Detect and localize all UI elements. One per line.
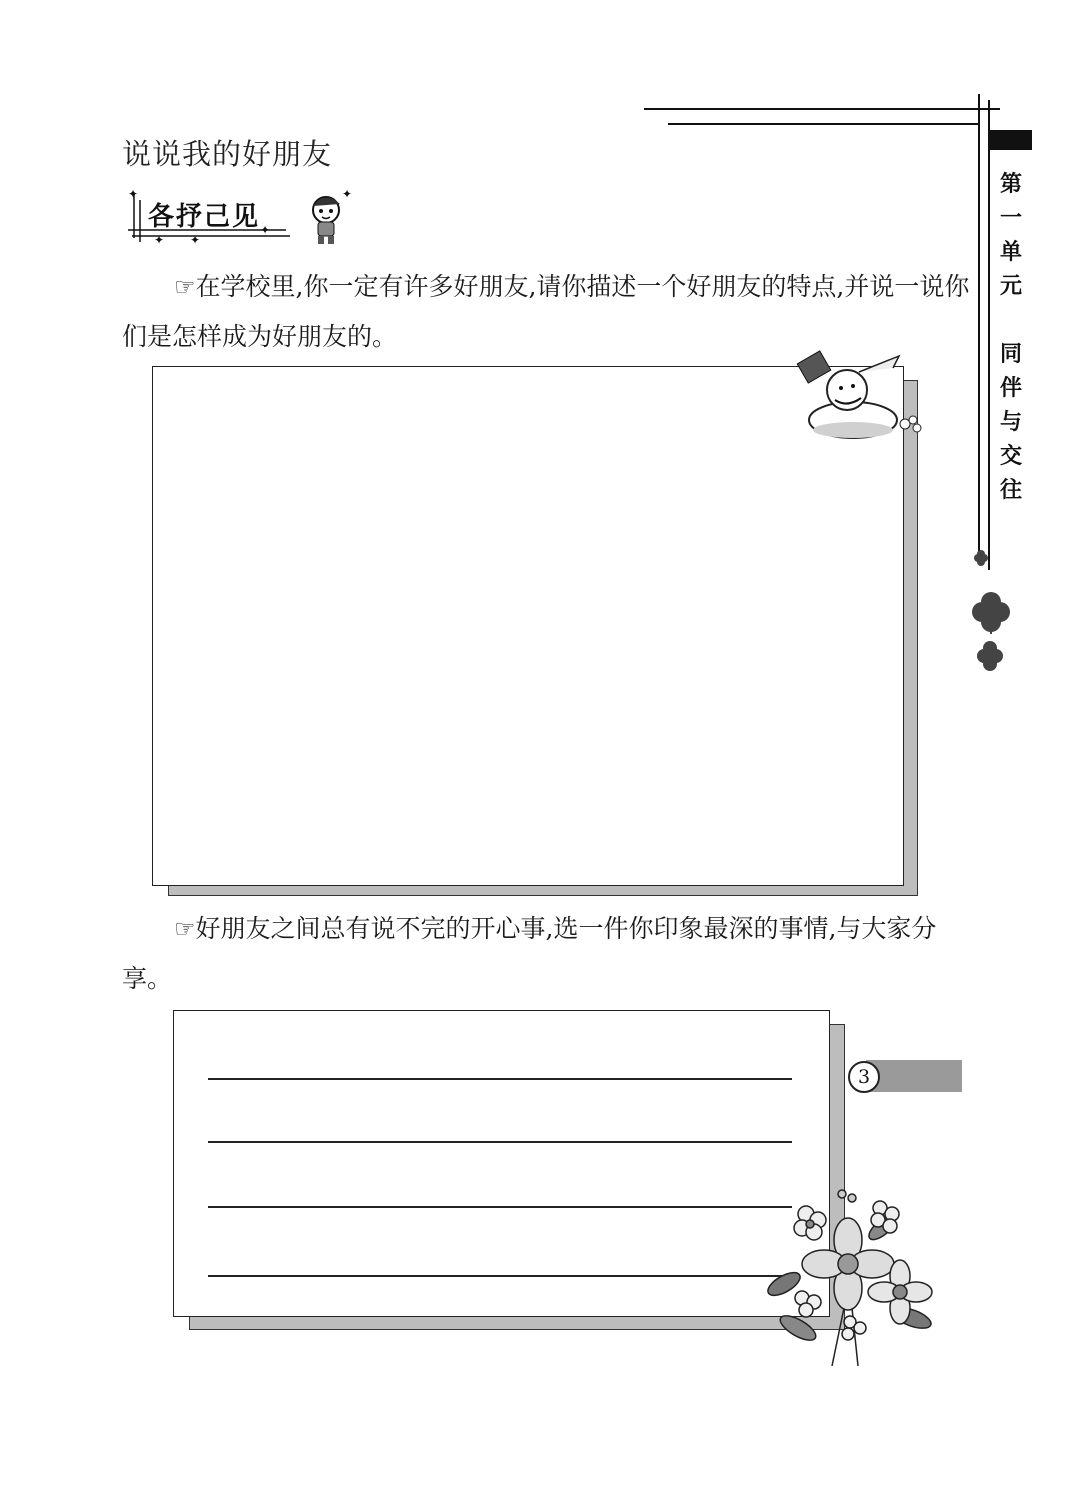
header-rule-top — [644, 108, 1000, 110]
unit-side-label: 第 一 单 元 同 伴 与 交 往 — [999, 172, 1022, 503]
prompt-text-1: 在学校里,你一定有许多好朋友,请你描述一个好朋友的特点,并说一说你们是怎样成为好朋友的。 — [122, 272, 970, 351]
svg-text:✦: ✦ — [260, 223, 271, 237]
prompt-text-2: 好朋友之间总有说不完的开心事,选一件你印象最深的事情,与大家分享。 — [122, 914, 937, 993]
side-tab-bar — [990, 130, 1032, 150]
prompt-paragraph-2 — [122, 904, 972, 1004]
writing-line[interactable] — [208, 1141, 792, 1143]
svg-text:✦: ✦ — [342, 188, 353, 201]
writing-line[interactable] — [208, 1275, 792, 1277]
section-label: 各抒己见 — [148, 202, 261, 232]
hand-pointer-icon: ☞ — [174, 273, 196, 301]
svg-text:✦: ✦ — [190, 233, 201, 246]
clover-icon — [966, 548, 1016, 678]
snowman-icon — [795, 350, 935, 442]
header-rule-bottom — [668, 123, 978, 125]
flower-bouquet-icon — [762, 1188, 946, 1366]
hand-pointer-icon-2: ☞ — [174, 915, 196, 943]
svg-text:✦: ✦ — [154, 233, 165, 246]
side-rule-right — [988, 100, 990, 570]
prompt-paragraph-1 — [122, 262, 972, 362]
cartoon-boy-icon — [300, 188, 354, 248]
page-number-bar — [866, 1060, 962, 1092]
svg-text:✦: ✦ — [128, 187, 139, 201]
writing-box-2[interactable] — [173, 1010, 830, 1317]
writing-box-1[interactable] — [152, 366, 904, 886]
page-title: 说说我的好朋友 — [122, 137, 333, 171]
page-number: 3 — [848, 1061, 880, 1093]
writing-line[interactable] — [208, 1206, 792, 1208]
writing-line[interactable] — [208, 1078, 792, 1080]
side-rule-left — [978, 94, 980, 554]
